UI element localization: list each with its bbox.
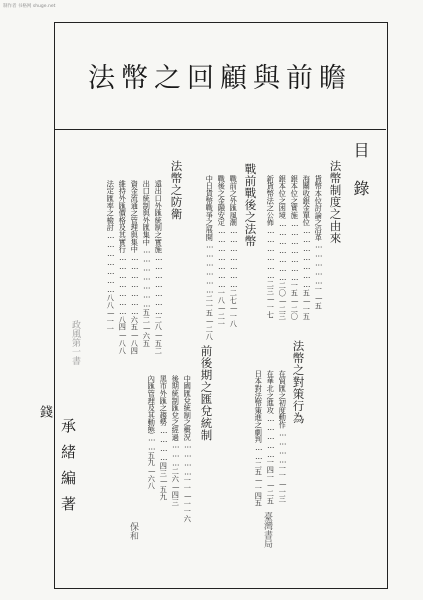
book-title: 法幣之回顧與前瞻: [88, 63, 352, 94]
section-heading: 戰前戰後之法幣: [243, 163, 258, 247]
faded-stamp: 政風第一書: [70, 320, 80, 365]
toc-heading: 目錄: [351, 142, 370, 218]
toc-item: 黑市外匯之趨勢…………四三—五九: [159, 375, 169, 501]
toc-item-page: 二八—五二: [154, 316, 164, 355]
toc-item-title: 內匯管理及其動態: [147, 375, 157, 434]
toc-item-page: 二五—一四五: [254, 461, 264, 507]
toc-item-title: 在貿匯之初度動作: [278, 370, 288, 429]
toc-item: 銀本位之實施…………………一五—二〇: [290, 175, 300, 321]
toc-item-title: 黑市外匯之趨勢: [159, 375, 169, 427]
toc-item: 中國匯兌統制之概況…………一一—一一六: [183, 375, 193, 523]
toc-item: 法定匯率之檢討…………………八八—一一: [106, 180, 116, 333]
toc-item: 出口統制與外匯集中…………………五二—六五: [142, 180, 152, 347]
toc-item: 遠出口外匯統制之實施…………………二八—五二: [154, 180, 164, 355]
toc-item-title: 出口統制與外匯集中: [142, 180, 152, 246]
toc-item: 在貿匯之初度動作…………一一—一三: [278, 370, 288, 503]
toc-item: 戰後之金融安定…………………一八—二一: [217, 175, 227, 328]
author-prefix: 錢: [37, 405, 52, 418]
seal-stamp: 保和: [128, 522, 138, 540]
title-box: [54, 22, 386, 130]
toc-item-title: 資金流通之管理與集中: [130, 180, 140, 253]
toc-item-page: 一—五: [314, 285, 324, 310]
toc-item: 維持外匯價格及其實行…………………八四—八八: [118, 180, 128, 355]
toc-item-title: 法定匯率之檢討: [106, 180, 116, 232]
toc-item-page: 一五—二〇: [290, 281, 300, 321]
watermark: 制作者 书格网 shuge.net: [3, 4, 56, 9]
toc-item: 戰前之外匯風潮…………………二七—一八: [229, 175, 239, 328]
toc-item-page: 八四—八八: [118, 316, 128, 355]
section-heading: 法幣之防衛: [169, 160, 184, 220]
toc-item-title: 銀本位之困境: [278, 175, 288, 219]
toc-item: 中日貨幣戰爭之展開………………二一五—二八: [205, 175, 215, 341]
toc-item-page: 二〇—二三: [278, 281, 288, 321]
toc-item-page: 二六—四三: [171, 467, 181, 506]
toc-item: 在華北之進攻……………一四一—二五: [266, 370, 276, 505]
toc-item: 日本對法幣策進之劇判……二五—一四五: [254, 370, 264, 507]
toc-item-page: 二七—一八: [229, 289, 239, 328]
section-heading: 法幣之對策行為: [291, 340, 306, 424]
toc-item-title: 中日貨幣戰爭之展開: [205, 175, 215, 241]
section-heading: 法幣制度之由來: [328, 160, 343, 244]
toc-item-title: 貨幣本位討論之沿革: [314, 175, 324, 241]
toc-item-title: 維持外匯價格及其實行: [118, 180, 128, 253]
toc-item: 銀本位之困境…………………二〇—二三: [278, 175, 288, 321]
toc-item-page: 四三—五九: [159, 462, 169, 501]
toc-item: 貨幣本位討論之沿革……………一—五: [314, 175, 324, 310]
toc-item: 新貨幣法之公佈………………二三—一七: [266, 175, 276, 319]
toc-item-page: 一一—一一六: [183, 476, 193, 523]
toc-item-title: 海關收銀金單位: [302, 175, 312, 227]
toc-item-title: 後期統制匯兌之經過: [171, 375, 181, 441]
seal-stamp: 臺灣書局: [262, 512, 272, 548]
toc-item-page: 五—一五: [302, 289, 312, 321]
toc-item-title: 戰前之外匯風潮: [229, 175, 239, 227]
toc-item-page: 一四一—二五: [266, 458, 276, 505]
toc-item-title: 戰後之金融安定: [217, 175, 227, 227]
toc-item-title: 新貨幣法之公佈: [266, 175, 276, 227]
toc-item-page: 六五—八四: [130, 316, 140, 355]
toc-item-title: 銀本位之實施: [290, 175, 300, 219]
toc-item: 內匯管理及其動態……五九—六八: [147, 375, 157, 490]
toc-item-page: 二一五—二八: [205, 294, 215, 341]
toc-item-page: 一八—二一: [217, 289, 227, 328]
section-heading: 前後期之匯兌統制: [199, 345, 214, 441]
author-name: 承緒編著: [59, 418, 77, 522]
toc-item: 資金流通之管理與集中…………………六五—八四: [130, 180, 140, 355]
toc-item-title: 中國匯兌統制之概況: [183, 375, 193, 441]
toc-item: 後期統制匯兌之經過………二六—四三: [171, 375, 181, 506]
toc-item-page: 二三—一七: [266, 280, 276, 319]
toc-item-page: 一一—一三: [278, 464, 288, 503]
toc-item-title: 遠出口外匯統制之實施: [154, 180, 164, 253]
toc-item-title: 在華北之進攻: [266, 370, 276, 414]
toc-item-page: 八八—一一: [106, 294, 116, 333]
toc-item-page: 五九—六八: [147, 451, 157, 490]
toc-item-page: 五二—六五: [142, 308, 152, 347]
toc-item-title: 日本對法幣策進之劇判: [254, 370, 264, 443]
toc-item: 海關收銀金單位…………………五—一五: [302, 175, 312, 321]
